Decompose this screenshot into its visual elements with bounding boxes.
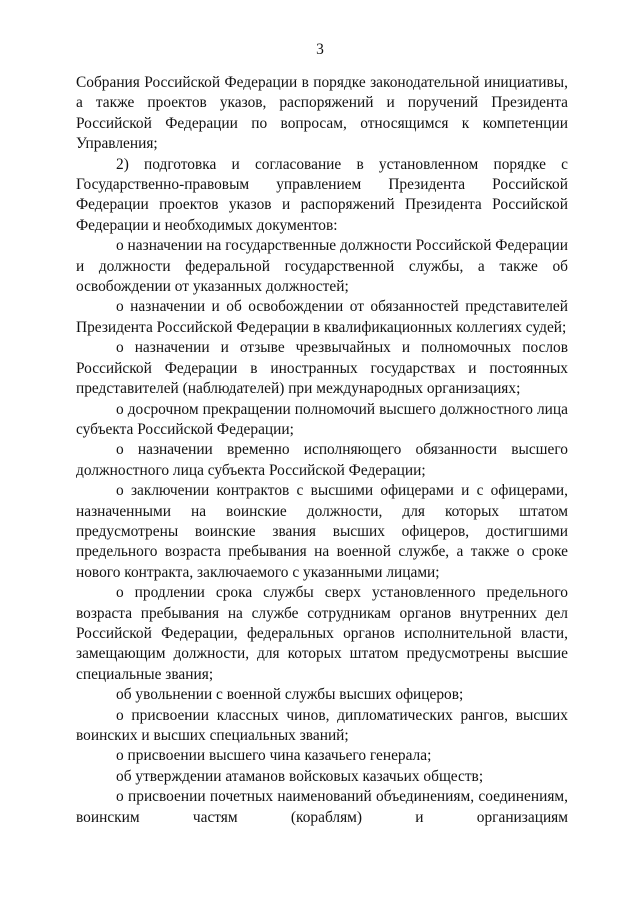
paragraph: о назначении и об освобождении от обязанностей представителей Президента Российской Федерации в квалификационных коллегиях судей; bbox=[76, 298, 568, 336]
paragraph: о назначении временно исполняющего обязанности высшего должностного лица субъекта Российской Федерации; bbox=[76, 441, 568, 479]
paragraph: о назначении на государственные должности Российской Федерации и должности федеральной государственной службы, а также об освобождении от указанных должностей; bbox=[76, 237, 568, 296]
page-number: 3 bbox=[316, 41, 324, 58]
paragraph: Собрания Российской Федерации в порядке законодательной инициативы, а также проектов указов, распоряжений и поручений Президента Российской Федерации по вопросам, относящимся к компетенции Управления; bbox=[76, 74, 568, 153]
paragraph: о присвоении почетных наименований объединениям, соединениям, воинским частям (кораблям) и организациям bbox=[76, 788, 568, 826]
paragraph: о досрочном прекращении полномочий высшего должностного лица субъекта Российской Федерации; bbox=[76, 400, 568, 438]
paragraph: о продлении срока службы сверх установленного предельного возраста пребывания на службе сотрудникам органов внутренних дел Российской Федерации, федеральных органов исполнительной власти, замещающим должности, для которых штатом предусмотрены высшие специальные звания; bbox=[76, 584, 568, 683]
document-body bbox=[76, 73, 568, 828]
paragraph: об утверждении атаманов войсковых казачьих обществ; bbox=[116, 767, 484, 785]
paragraph: о назначении и отзыве чрезвычайных и полномочных послов Российской Федерации в иностранных государствах и постоянных представителей (наблюдателей) при международных организациях; bbox=[76, 339, 568, 398]
paragraph: о присвоении классных чинов, дипломатических рангов, высших воинских и высших специальных званий; bbox=[76, 706, 568, 744]
paragraph: о заключении контрактов с высшими офицерами и с офицерами, назначенными на воинские должности, для которых штатом предусмотрены воинские звания высших офицеров, достигшими предельного возраста пребывания на военной службе, а также о сроке нового контракта, заключаемого с указанными лицами; bbox=[76, 482, 568, 581]
paragraph: о присвоении высшего чина казачьего генерала; bbox=[116, 747, 432, 765]
paragraph: об увольнении с военной службы высших офицеров; bbox=[116, 686, 464, 704]
paragraph: 2) подготовка и согласование в установленном порядке с Государственно-правовым управлением Президента Российской Федерации проектов указов и распоряжений Президента Российской Федерации и необходимых документов: bbox=[76, 155, 568, 234]
